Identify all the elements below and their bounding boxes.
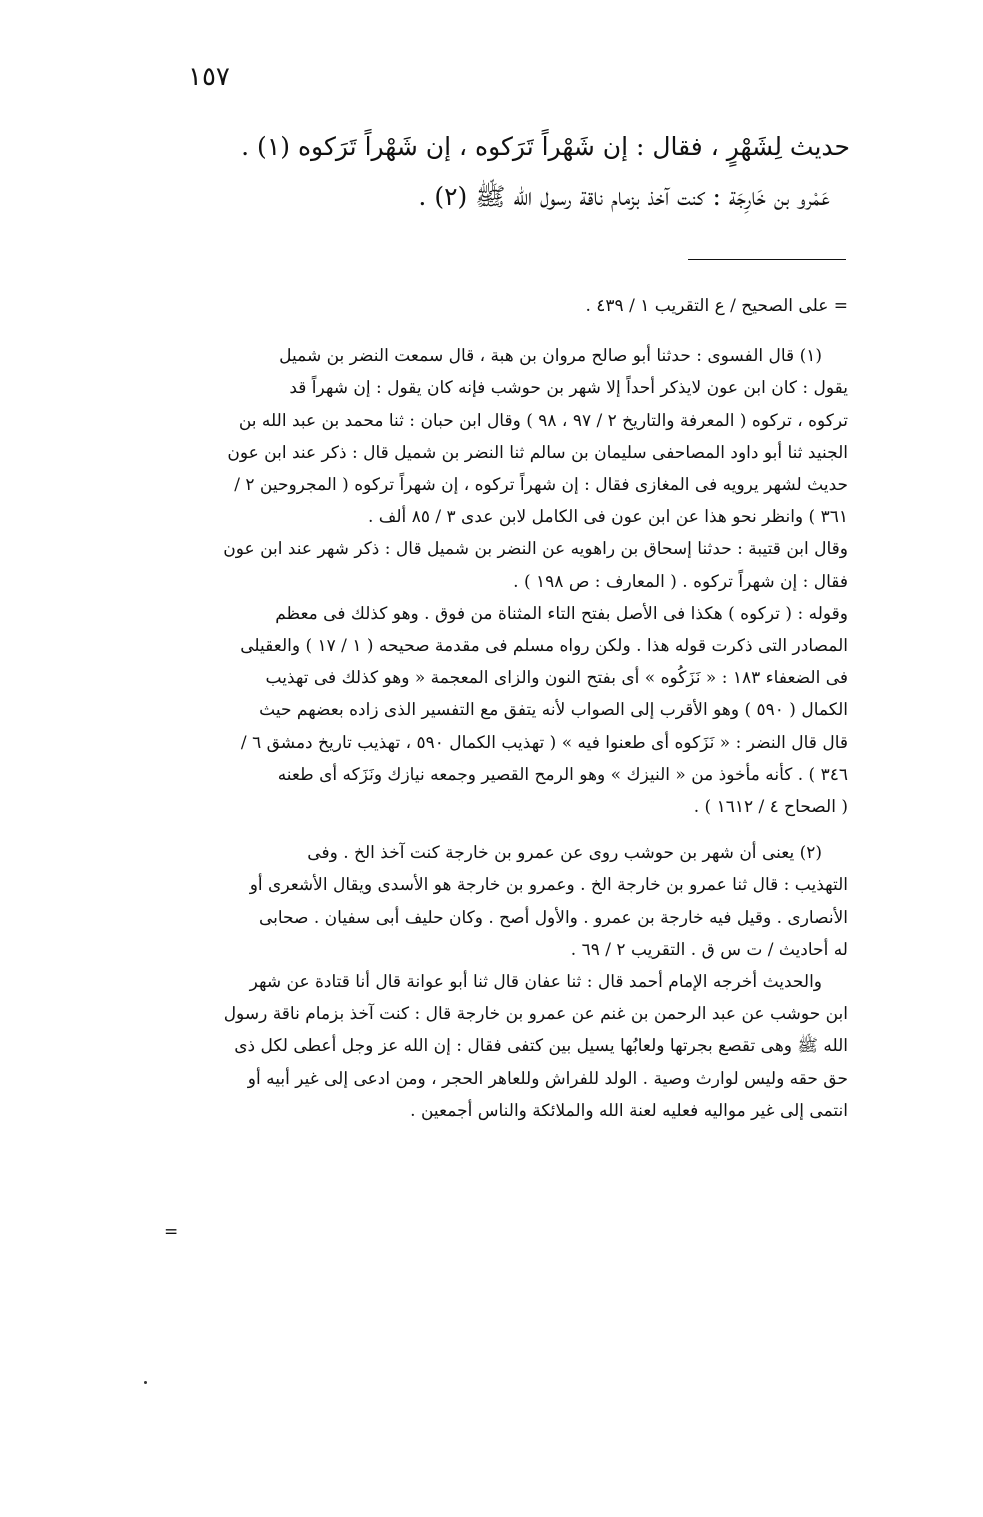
footnote-line: ( الصحاح ٤ / ١٦١٢ ) . bbox=[693, 797, 848, 818]
footnote-2 bbox=[158, 837, 848, 1127]
main-text bbox=[150, 122, 850, 222]
footnote-line: (٢) يعنى أن شهر بن حوشب روى عن عمرو بن خارجة كنت آخذ الخ . وفى bbox=[307, 843, 822, 864]
footnote-line: له أحاديث / ت س ق . التقريب ٢ / ٦٩ . bbox=[570, 939, 848, 960]
footnote-line: الأنصارى . وقيل فيه خارجة بن عمرو . والأول أصح . وكان حليف أبى سفيان . صحابى bbox=[258, 907, 848, 928]
page-number: ١٥٧ bbox=[188, 62, 230, 92]
footnote-line: والحديث أخرجه الإمام أحمد قال : ثنا عفان قال ثنا أبو عوانة قال أنا قتادة عن شهر bbox=[249, 972, 822, 993]
footnote-line: يقول : كان ابن عون لايذكر أحداً إلا شهر بن حوشب فإنه كان يقول : إن شهراً قد bbox=[289, 378, 848, 399]
footnote-line: وقوله : ( تركوه ) هكذا فى الأصل بفتح التاء المثناة من فوق . وهو كذلك فى معظم bbox=[275, 603, 848, 624]
footnote-continued: = على الصحيح / ع التقريب ١ / ٤٣٩ . bbox=[585, 296, 848, 316]
footnote-line: حديث لشهر يرويه فى المغازى فقال : إن شهراً تركوه ، إن شهراً تركوه ( المجروحين ٢ / bbox=[234, 475, 848, 496]
footnote-separator bbox=[688, 259, 846, 260]
footnote-line: وقال ابن قتيبة : حدثنا إسحاق بن راهويه عن النضر بن شميل قال : ذكر شهر عند ابن عون bbox=[223, 539, 848, 560]
footnote-line: فى الضعفاء ١٨٣ : « نَزَكُوه » أى بفتح النون والزاى المعجمة « وهو كذلك فى تهذيب bbox=[265, 668, 848, 689]
footnote-line: قال قال النضر : « نَزَكوه أى طعنوا فيه » ( تهذيب الكمال ٥٩٠ ، تهذيب تاريخ دمشق ٦ / bbox=[240, 732, 848, 753]
footnote-line: المصادر التى ذكرت قوله هذا . ولكن رواه مسلم فى مقدمة صحيحه ( ١ / ١٧ ) والعقيلى bbox=[240, 636, 848, 657]
footnote-line: ٣٦١ ) وانظر نحو هذا عن ابن عون فى الكامل لابن عدى ٣ / ٨٥ ألف . bbox=[367, 507, 848, 528]
footnote-line: انتمى إلى غير مواليه فعليه لعنة الله والملائكة والناس أجمعين . bbox=[410, 1100, 848, 1121]
continuation-mark: = bbox=[164, 1222, 179, 1242]
footnote-line: التهذيب : قال ثنا عمرو بن خارجة الخ . وعمرو بن خارجة هو الأسدى ويقال الأشعرى أو bbox=[249, 875, 848, 896]
footnote-line: (١) قال الفسوى : حدثنا أبو صالح مروان بن هبة ، قال سمعت النضر بن شميل bbox=[279, 346, 822, 367]
footnote-line: الكمال ( ٥٩٠ ) وهو الأقرب إلى الصواب لأنه يتفق مع التفسير الذى زاده بعضهم حيث bbox=[259, 700, 848, 721]
footnotes bbox=[158, 290, 848, 1127]
main-text-line: عَمْرو بن خَارِجَة : كنت آخذ بزمام ناقة رسول الله ﷺ (٢) . bbox=[418, 182, 830, 211]
speck-mark bbox=[144, 1381, 147, 1384]
footnote-line: الله ﷺ وهى تقصع بجرتها ولعابُها يسيل بين كتفى فقال : إن الله عز وجل أعطى لكل ذى bbox=[234, 1036, 848, 1057]
main-text-line: حديث لِشَهْرٍ ، فقال : إن شَهْراً تَرَكوه ، إن شَهْراً تَرَكوه (١) . bbox=[241, 132, 850, 161]
footnote-line: ابن حوشب عن عبد الرحمن بن غنم عن عمرو بن خارجة قال : كنت آخذ بزمام ناقة رسول bbox=[223, 1004, 848, 1025]
footnote-line: حق حقه وليس لوارث وصية . الولد للفراش وللعاهر الحجر ، ومن ادعى إلى غير أبيه أو bbox=[247, 1068, 848, 1089]
footnote-line: فقال : إن شهراً تركوه . ( المعارف : ص ١٩٨ ) . bbox=[513, 571, 848, 592]
footnote-1 bbox=[158, 340, 848, 823]
footnote-line: ٣٤٦ ) . كأنه مأخوذ من « النيزك » وهو الرمح القصير وجمعه نيازك ونَزَكه أى طعنه bbox=[277, 764, 848, 785]
footnote-line: الجنيد ثنا أبو داود المصاحفى سليمان بن سالم ثنا النضر بن شميل قال : ذكر عند ابن عون bbox=[227, 442, 848, 463]
footnote-line: تركوه ، تركوه ( المعرفة والتاريخ ٢ / ٩٧ ، ٩٨ ) وقال ابن حبان : ثنا محمد بن عبد الله بن bbox=[238, 410, 848, 431]
